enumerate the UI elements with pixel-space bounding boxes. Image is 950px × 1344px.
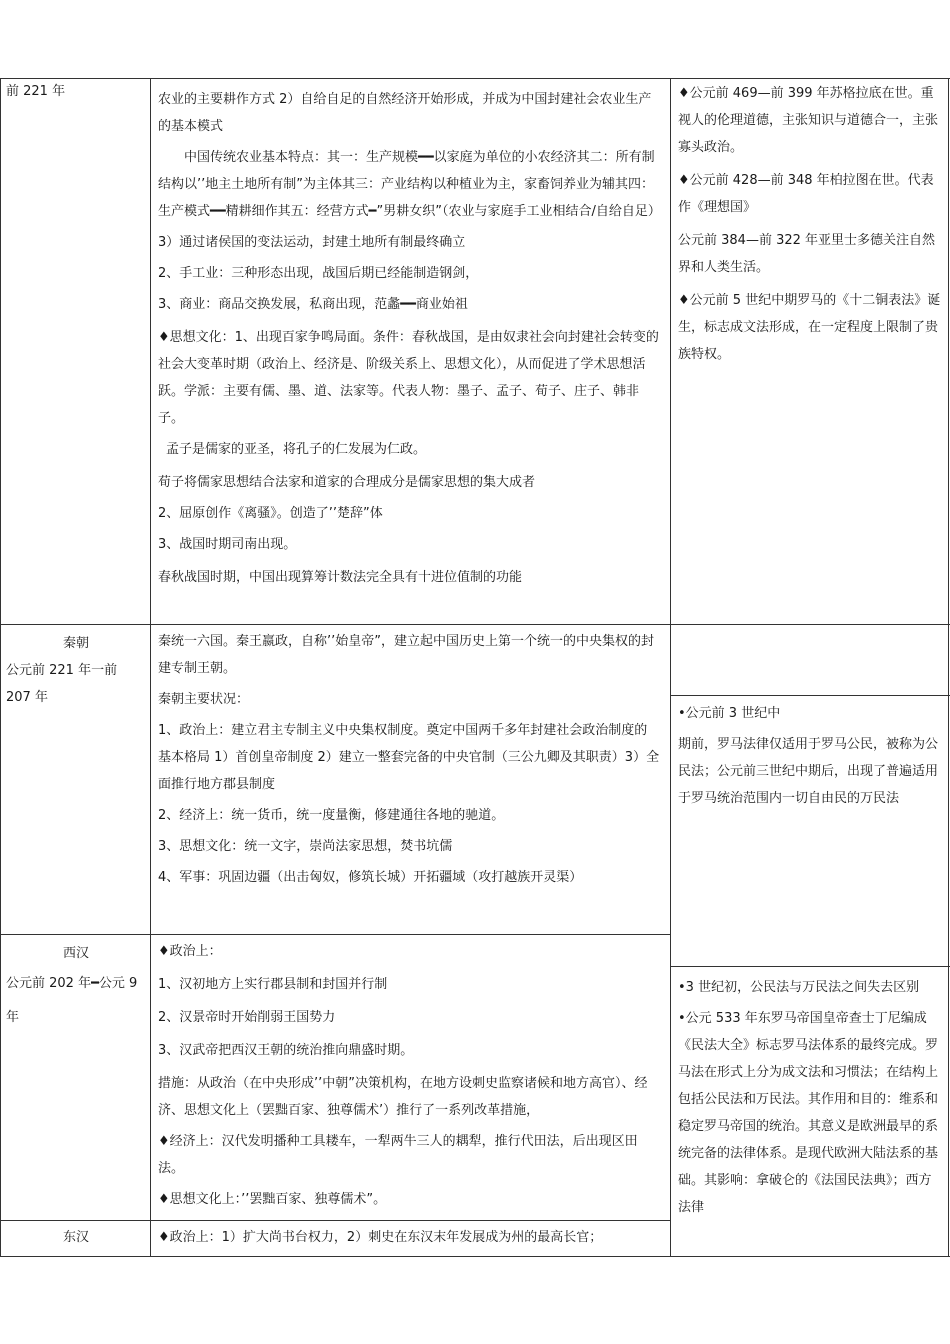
text-line: •3 世纪初，公民法与万民法之间失去区别 [678, 980, 920, 995]
western-cell-roman-law [678, 700, 942, 812]
text-line: 3、汉武帝把西汉王朝的统治推向鼎盛时期。 [158, 1043, 414, 1058]
row-divider-xihan [0, 934, 670, 935]
dynasty-name: 秦朝 [62, 636, 89, 651]
text-line: 孟子是儒家的亚圣，将孔子的仁发展为仁政。 [166, 442, 427, 457]
period-cell-warring-states [6, 78, 146, 105]
text-line: 3、商业：商品交换发展，私商出现，范蠡━━商业始祖 [158, 297, 468, 312]
text-line: 公元前 384—前 322 年亚里士多德关注自然界和人类生活。 [678, 233, 936, 275]
column-divider-1 [150, 78, 151, 1257]
content-cell-donghan [158, 1224, 660, 1251]
period-label: 公元前 202 年━公元 9 年 [6, 976, 138, 1025]
content-cell-xihan [158, 938, 660, 1213]
text-line: 2、汉景帝时开始削弱王国势力 [158, 1010, 336, 1025]
text-line: 3、战国时期司南出现。 [158, 537, 297, 552]
text-line: 3、思想文化：统一文字，崇尚法家思想，焚书坑儒 [158, 839, 453, 854]
text-line: 秦统一六国。秦王嬴政，自称’’始皇帝”，建立起中国历史上第一个统一的中央集权的封建专制王朝。 [158, 634, 655, 676]
period-cell-donghan [6, 1224, 146, 1251]
period-label: 前 221 年 [6, 84, 66, 99]
text-line: 秦朝主要状况： [158, 692, 250, 707]
text-line: •公元前 3 世纪中 [678, 706, 781, 721]
period-cell-xihan [6, 940, 146, 1035]
period-cell-qin [6, 630, 146, 711]
text-line: 1、汉初地方上实行郡县制和封国并行制 [158, 977, 388, 992]
text-line: 农业的主要耕作方式 2）自给自足的自然经济开始形成，并成为中国封建社会农业生产的基本模式 [158, 92, 652, 134]
row-divider-donghan [0, 1220, 670, 1221]
text-line: 中国传统农业基本特点：其一：生产规模━━以家庭为单位的小农经济其二：所有制结构以’’地主土地所有制”为主体其三：产业结构以种植业为主，家畜饲养业为辅其四：生产模式━━精耕细作其五：经营方式━”男耕女织”（农业与家庭手工业相结合/自给自足） [158, 150, 661, 219]
row-divider-qin [0, 624, 950, 625]
text-line: ♦公元前 5 世纪中期罗马的《十二铜表法》诞生，标志成文法形成，在一定程度上限制了贵族特权。 [678, 293, 941, 362]
western-cell-greece-rome [678, 80, 942, 368]
text-line: 2、屈原创作《离骚》。创造了’’楚辞”体 [158, 506, 383, 521]
text-line: 3）通过诸侯国的变法运动，封建土地所有制最终确立 [158, 235, 466, 250]
text-line: ♦经济上：汉代发明播种工具耧车，一犁两牛三人的耦犁，推行代田法，后出现区田法。 [158, 1134, 638, 1176]
dynasty-name: 东汉 [62, 1230, 89, 1245]
text-line: 措施：从政治（在中央形成’’中朝”决策机构，在地方设刺史监察诸候和地方高官）、经济、思想文化上（罢黜百家、独尊儒术’）推行了一系列改革措施， [158, 1076, 648, 1118]
text-line: 期前，罗马法律仅适用于罗马公民，被称为公民法；公元前三世纪中期后，出现了普遍适用于罗马统治范围内一切自由民的万民法 [678, 737, 939, 806]
text-line: ♦政治上： [158, 944, 222, 959]
text-line: ♦思想文化：1、出现百家争鸣局面。条件：春秋战国，是由奴隶社会向封建社会转变的社会大变革时期（政治上、经济是、阶级关系上、思想文化），从而促进了学术思想活跃。学派：主要有儒、墨、道、法家等。代表人物：墨子、孟子、荀子、庄子、韩非子。 [158, 330, 659, 426]
column-divider-2 [670, 78, 671, 1257]
text-line: •公元 533 年东罗马帝国皇帝查士丁尼编成《民法大全》标志罗马法体系的最终完成。罗马法在形式上分为成文法和习惯法；在结构上包括公民法和万民法。其作用和目的：维系和稳定罗马帝国的统治。其意义是欧洲最早的系统完备的法律体系。是现代欧洲大陆法系的基础。其影响：拿破仑的《法国民法典》；西方法律 [678, 1011, 939, 1215]
right-divider-qin [670, 695, 950, 696]
text-line: 2、手工业：三种形态出现，战国后期已经能制造钢剑， [158, 266, 479, 281]
text-line: 4、军事：巩固边疆（出击匈奴，修筑长城）开拓疆域（攻打越族开灵渠） [158, 870, 583, 885]
text-line: 1、政治上：建立君主专制主义中央集权制度。奠定中国两千多年封建社会政治制度的基本格局 1）首创皇帝制度 2）建立一整套完备的中央官制（三公九卿及其职责）3）全面推行地方郡县制度 [158, 723, 660, 792]
text-line: 荀子将儒家思想结合法家和道家的合理成分是儒家思想的集大成者 [158, 475, 536, 490]
content-cell-qin [158, 628, 660, 891]
table-right-border [948, 78, 949, 1257]
right-divider-xihan [670, 966, 950, 967]
text-line: ♦思想文化上：’’罢黜百家、独尊儒术”。 [158, 1192, 387, 1207]
text-line: 春秋战国时期，中国出现算筹计数法完全具有十进位值制的功能 [158, 570, 523, 585]
period-label: 公元前 221 年一前 207 年 [6, 663, 118, 705]
text-line: ♦公元前 469—前 399 年苏格拉底在世。重视人的伦理道德，主张知识与道德合一，主张寡头政治。 [678, 86, 939, 155]
table-bottom-border [0, 1256, 950, 1257]
text-line: ♦公元前 428—前 348 年柏拉图在世。代表作《理想国》 [678, 173, 934, 215]
text-line: ♦政治上：1）扩大尚书台权力，2）刺史在东汉末年发展成为州的最高长官； [158, 1230, 603, 1245]
western-cell-roman-law-code [678, 974, 942, 1221]
text-line: 2、经济上：统一货币，统一度量衡，修建通往各地的驰道。 [158, 808, 505, 823]
content-cell-warring-states [158, 86, 660, 591]
table-left-border [0, 78, 1, 1257]
dynasty-name: 西汉 [62, 946, 89, 961]
